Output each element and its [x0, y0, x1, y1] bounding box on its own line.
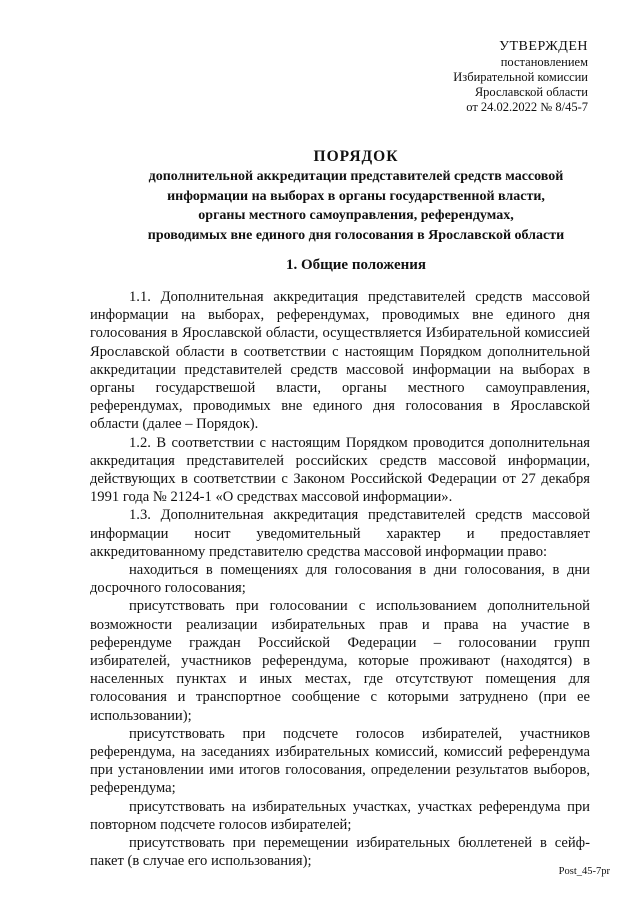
approval-line: Избирательной комиссии — [453, 70, 588, 84]
title-line: проводимых вне единого дня голосования в Ярославской области — [147, 227, 565, 243]
paragraph: находиться в помещениях для голосования в дни голосования, в дни досрочного голосования; — [90, 562, 590, 597]
title-main: ПОРЯДОК — [313, 148, 399, 165]
approval-heading: УТВЕРЖДЕН — [499, 39, 588, 54]
paragraph: 1.3. Дополнительная аккредитация представителей средств массовой информации носит уведомительный характер и предоставляет аккредитованному представителю средства массовой информации право: — [90, 507, 590, 560]
title-line: дополнительной аккредитации представителей средств массовой — [148, 169, 564, 184]
title-line: информации на выборах в органы государственной власти, — [167, 188, 545, 204]
approval-date: от 24.02.2022 № 8/45-7 — [466, 100, 588, 114]
paragraph: присутствовать при голосовании с использованием дополнительной возможности реализации избирательных прав и права на участие в референдуме граждан Российской Федерации – голосовании групп избирателей, участников референдума, которые проживают (находятся) в населенных пунктах и иных местах, где отсутствуют помещения для голосования и транспортное сообщение с которыми затруднено (при ее использовании); — [90, 598, 590, 724]
paragraph: присутствовать на избирательных участках, участках референдума при повторном подсчете голосов избирателей; — [90, 798, 590, 833]
footer-code: Post_45-7pr — [558, 866, 610, 877]
paragraph: 1.2. В соответствии с настоящим Порядком проводится дополнительная аккредитация представителей российских средств массовой информации, действующих в соответствии с Законом Российской Федерации от 27 декабря 1991 года № 2124-1 «О средствах массовой информации». — [90, 434, 590, 506]
document-title — [90, 147, 622, 245]
approval-line: постановлением — [500, 55, 588, 69]
paragraph: присутствовать при перемещении избирательных бюллетеней в сейф-пакет (в случае его использования); — [90, 835, 590, 870]
approval-line: Ярославской области — [474, 85, 588, 99]
approval-stamp — [453, 38, 588, 115]
document-body — [90, 288, 590, 871]
title-line: органы местного самоуправления, референдумах, — [198, 208, 514, 223]
section-heading: 1. Общие положения — [285, 257, 427, 273]
paragraph: 1.1. Дополнительная аккредитация представителей средств массовой информации на выборах, референдумах, проводимых вне единого дня голосования в Ярославской области, осуществляется Избирательной комиссией Ярославской области в соответствии с настоящим Порядком дополнительной аккредитации представителей средств массовой информации на выборах в органы государствешой власти, органы местного самоуправления, референдумах, проводимых вне единого дня голосования в Ярославской области (далее – Порядок). — [90, 289, 590, 433]
paragraph: присутствовать при подсчете голосов избирателей, участников референдума, на заседаниях избирательных комиссий, комиссий референдума при установлении ими итогов голосования, определении результатов выборов, референдума; — [90, 725, 590, 797]
